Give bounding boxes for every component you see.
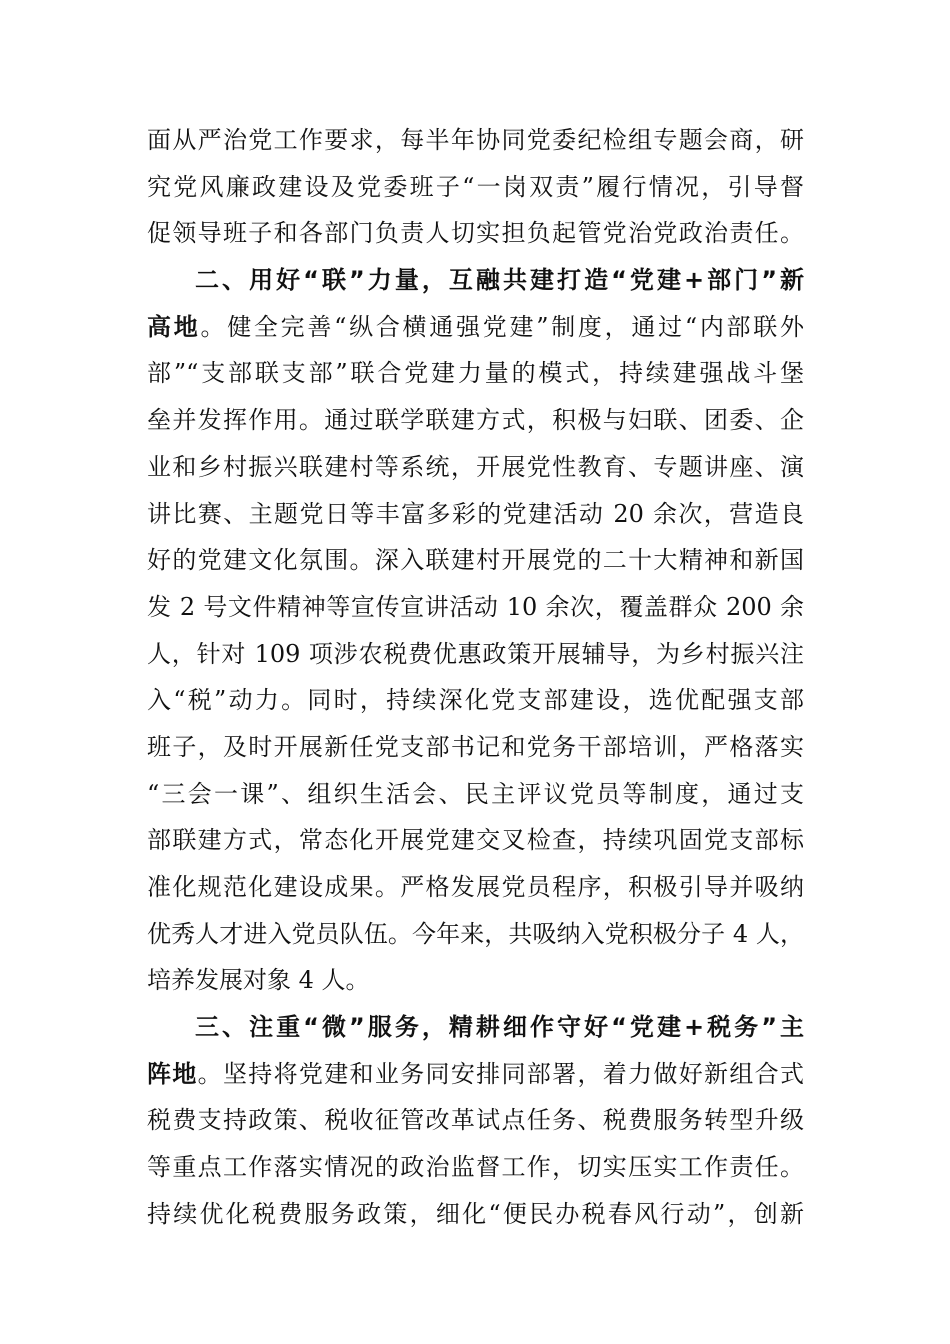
body-text: 业和乡村振兴联建村等系统，开展党性教育、专题讲座、演 <box>147 452 804 481</box>
text-line <box>147 631 804 678</box>
text-line <box>147 350 804 397</box>
body-text: 培养发展对象 4 人。 <box>147 966 370 995</box>
text-line <box>147 724 804 771</box>
body-text: 究党风廉政建设及党委班子“一岗双责”履行情况，引导督 <box>147 172 804 201</box>
body-text: 人，针对 109 项涉农税费优惠政策开展辅导，为乡村振兴注 <box>147 639 804 668</box>
text-line <box>147 397 804 444</box>
body-text: 准化规范化建设成果。严格发展党员程序，积极引导并吸纳 <box>147 873 804 901</box>
text-line <box>147 677 804 724</box>
body-text: 班子，及时开展新任党支部书记和党务干部培训，严格落实 <box>147 732 804 761</box>
text-line <box>147 537 804 584</box>
body-text: 等重点工作落实情况的政治监督工作，切实压实工作责任。 <box>147 1153 804 1182</box>
bold-heading-text: 高地 <box>147 312 201 341</box>
text-line <box>147 164 804 211</box>
body-text: 发 2 号文件精神等宣传宣讲活动 10 余次，覆盖群众 200 余 <box>147 592 804 621</box>
bold-heading-text: 三、注重“微”服务，精耕细作守好“党建+税务”主 <box>195 1013 804 1042</box>
text-line <box>147 491 804 538</box>
bold-heading-text: 阵地 <box>147 1059 198 1088</box>
text-line <box>147 1191 804 1238</box>
text-line <box>147 444 804 491</box>
text-line <box>147 1144 804 1191</box>
bold-heading-text: 二、用好“联”力量，互融共建打造“党建+部门”新 <box>195 266 804 295</box>
body-text: 垒并发挥作用。通过联学联建方式，积极与妇联、团委、企 <box>147 406 804 435</box>
body-text: 。坚持将党建和业务同安排同部署，着力做好新组合式 <box>197 1059 804 1088</box>
text-line <box>147 911 804 958</box>
text-line <box>147 817 804 864</box>
body-text: 税费支持政策、税收征管改革试点任务、税费服务转型升级 <box>147 1106 804 1135</box>
body-text: 。健全完善“纵合横通强党建”制度，通过“内部联外 <box>200 312 804 341</box>
text-line <box>147 864 804 911</box>
text-line <box>147 117 804 164</box>
body-text: 持续优化税费服务政策，细化“便民办税春风行动”，创新 <box>147 1199 804 1228</box>
body-text: 部联建方式，常态化开展党建交叉检查，持续巩固党支部标 <box>147 826 804 855</box>
body-text: “三会一课”、组织生活会、民主评议党员等制度，通过支 <box>147 779 804 808</box>
section-heading-line <box>147 1004 804 1051</box>
body-text: 讲比赛、主题党日等丰富多彩的党建活动 20 余次，营造良 <box>147 499 804 528</box>
text-line <box>147 1097 804 1144</box>
text-line <box>147 304 804 351</box>
text-line <box>147 210 804 257</box>
body-text: 入“税”动力。同时，持续深化党支部建设，选优配强支部 <box>147 686 804 715</box>
body-text: 优秀人才进入党员队伍。今年来，共吸纳入党积极分子 4 人， <box>147 919 804 948</box>
text-line <box>147 771 804 818</box>
body-text: 好的党建文化氛围。深入联建村开展党的二十大精神和新国 <box>147 546 804 575</box>
text-line <box>147 1051 804 1098</box>
text-line <box>147 584 804 631</box>
body-text: 促领导班子和各部门负责人切实担负起管党治党政治责任。 <box>147 219 804 248</box>
document-page <box>147 117 804 1238</box>
section-heading-line <box>147 257 804 304</box>
body-text: 面从严治党工作要求，每半年协同党委纪检组专题会商，研 <box>147 126 804 154</box>
text-line <box>147 957 804 1004</box>
body-text: 部”“支部联支部”联合党建力量的模式，持续建强战斗堡 <box>147 359 804 388</box>
